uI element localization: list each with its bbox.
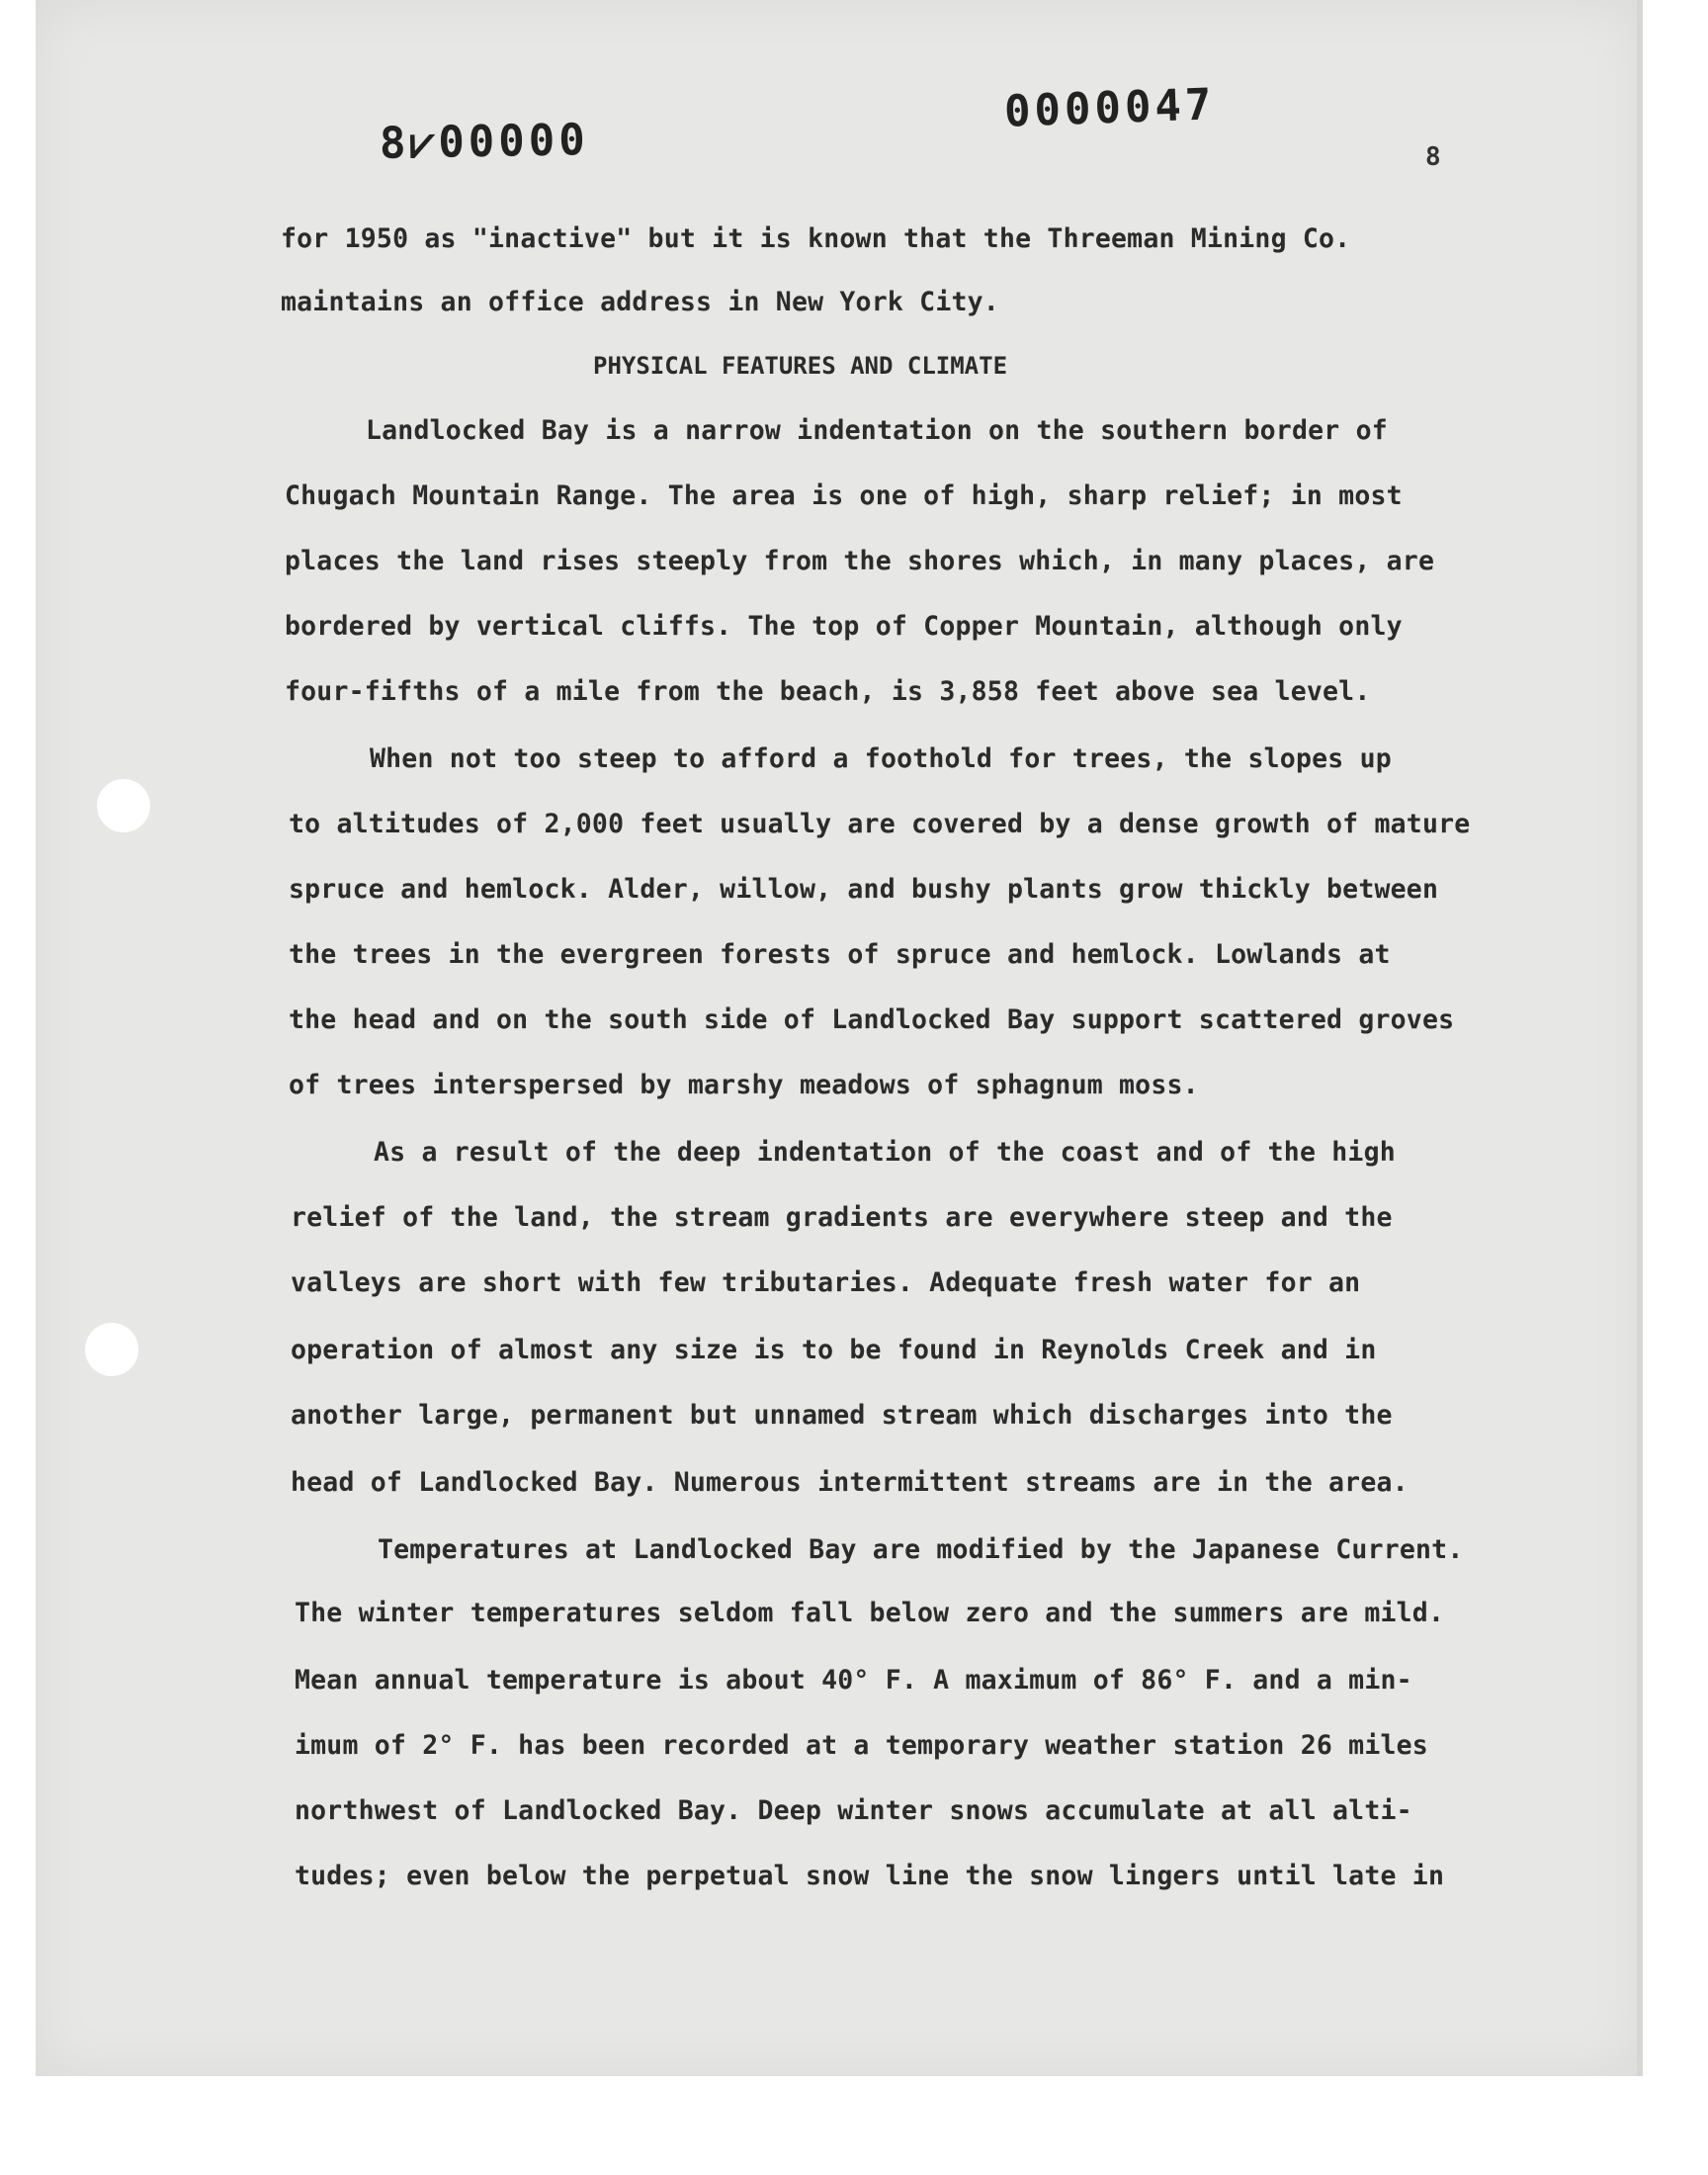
text-line: imum of 2° F. has been recorded at a temporary weather station 26 miles (295, 1730, 1428, 1761)
punch-hole (97, 779, 150, 832)
document-stamp-right: 0000047 (1003, 79, 1217, 137)
text-line: The winter temperatures seldom fall below zero and the summers are mild. (295, 1598, 1445, 1628)
text-line: tudes; even below the perpetual snow line the snow lingers until late in (295, 1861, 1445, 1891)
document-stamp-left: 8⩗00000 (379, 115, 590, 169)
text-line: northwest of Landlocked Bay. Deep winter snows accumulate at all alti- (295, 1795, 1412, 1826)
text-line: another large, permanent but unnamed stream which discharges into the (291, 1400, 1393, 1431)
text-line: valleys are short with few tributaries. Adequate fresh water for an (291, 1267, 1361, 1298)
text-line: head of Landlocked Bay. Numerous intermittent streams are in the area. (291, 1467, 1409, 1498)
text-line: When not too steep to afford a foothold for trees, the slopes up (370, 743, 1392, 774)
section-heading: PHYSICAL FEATURES AND CLIMATE (593, 352, 1008, 380)
text-line: relief of the land, the stream gradients are everywhere steep and the (291, 1202, 1393, 1233)
text-line: four-fifths of a mile from the beach, is 3,858 feet above sea level. (285, 676, 1371, 707)
text-line: places the land rises steeply from the shores which, in many places, are (285, 546, 1435, 576)
text-line: Mean annual temperature is about 40° F. A maximum of 86° F. and a min- (295, 1665, 1412, 1696)
text-line: of trees interspersed by marshy meadows of sphagnum moss. (289, 1070, 1199, 1100)
text-line: the head and on the south side of Landlocked Bay support scattered groves (289, 1004, 1455, 1035)
text-line: for 1950 as "inactive" but it is known that the Threeman Mining Co. (281, 223, 1351, 254)
text-line: Landlocked Bay is a narrow indentation on the southern border of (366, 415, 1388, 446)
text-line: maintains an office address in New York City. (281, 287, 999, 317)
text-line: As a result of the deep indentation of the coast and of the high (374, 1137, 1396, 1168)
punch-hole (85, 1323, 138, 1376)
page-edge-shadow (1637, 0, 1643, 2076)
text-line: spruce and hemlock. Alder, willow, and bushy plants grow thickly between (289, 874, 1439, 905)
text-line: operation of almost any size is to be found in Reynolds Creek and in (291, 1335, 1377, 1365)
text-line: Chugach Mountain Range. The area is one of high, sharp relief; in most (285, 480, 1403, 511)
text-line: Temperatures at Landlocked Bay are modified by the Japanese Current. (378, 1534, 1464, 1565)
page-number: 8 (1425, 142, 1441, 172)
text-line: to altitudes of 2,000 feet usually are covered by a dense growth of mature (289, 809, 1471, 839)
text-line: the trees in the evergreen forests of spruce and hemlock. Lowlands at (289, 939, 1391, 970)
text-line: bordered by vertical cliffs. The top of Copper Mountain, although only (285, 611, 1403, 642)
